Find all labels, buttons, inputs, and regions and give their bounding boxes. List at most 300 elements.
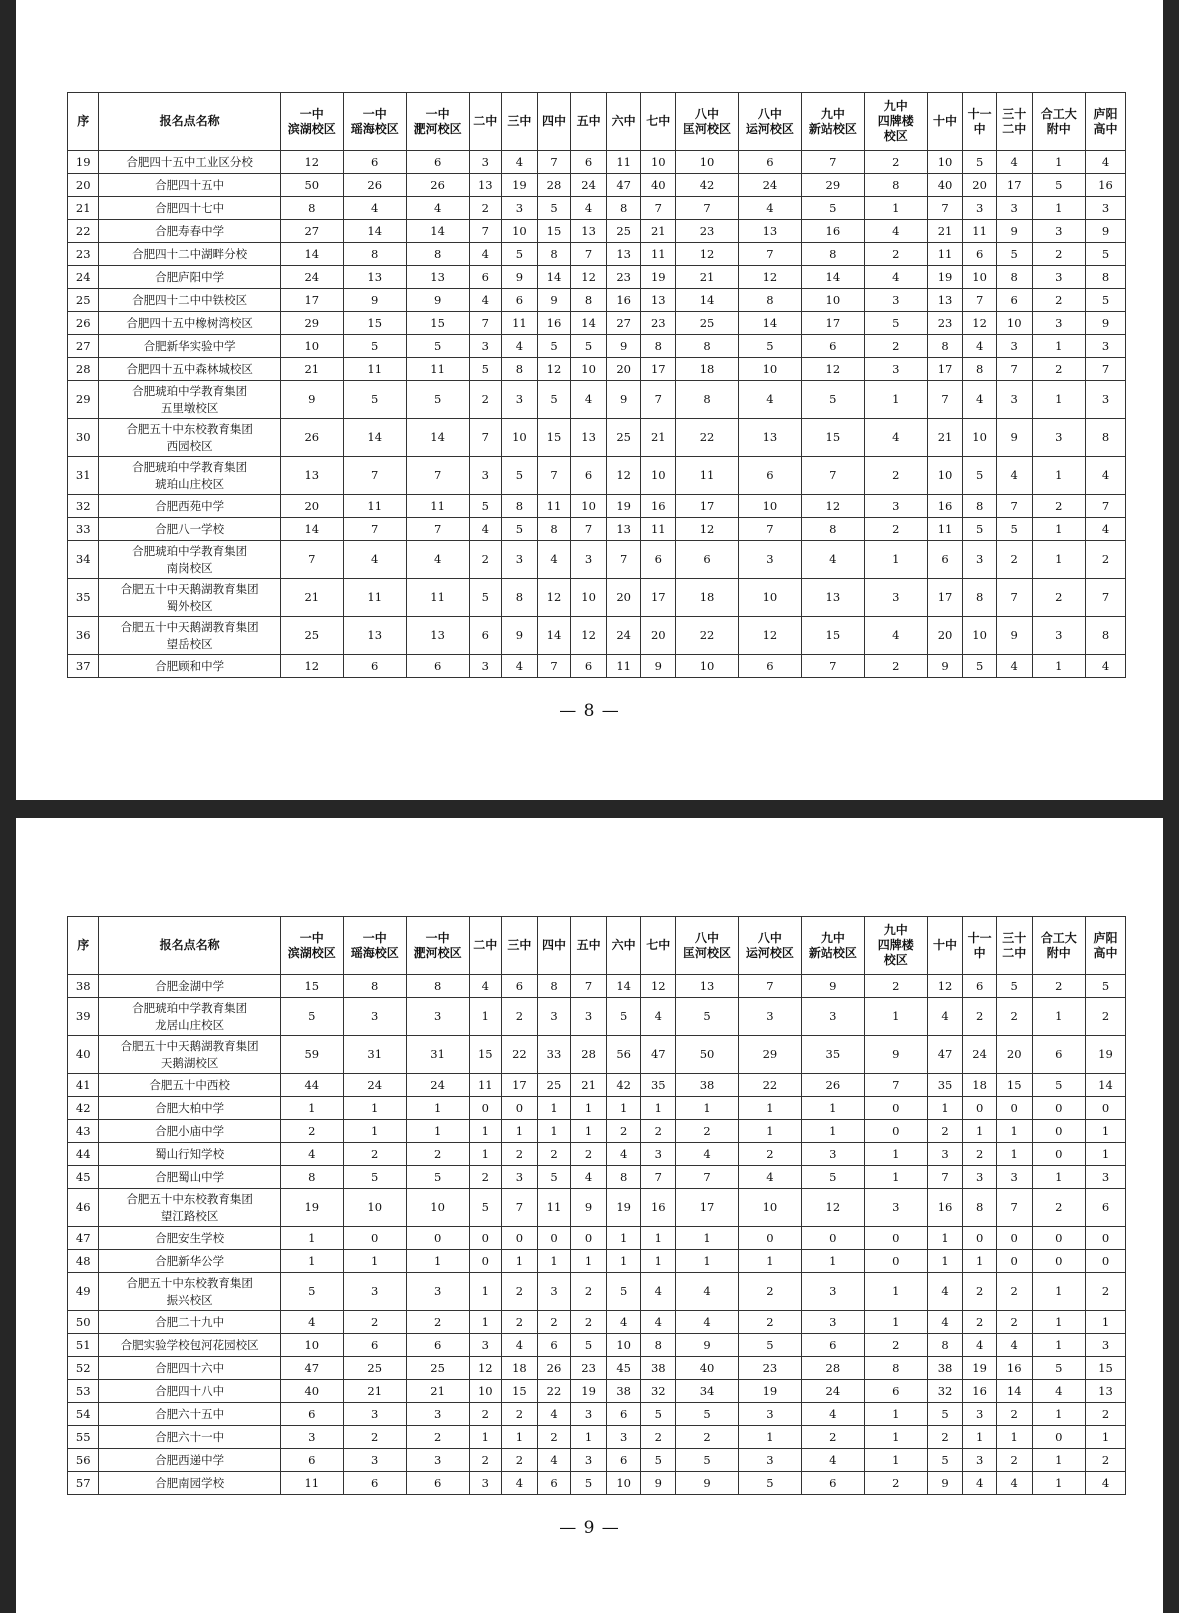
row-index: 36 [68,617,99,655]
quota-cell: 22 [738,1074,801,1097]
row-index: 39 [68,998,99,1036]
quota-cell: 4 [1086,151,1126,174]
quota-cell: 3 [864,358,927,381]
quota-cell: 2 [996,1273,1032,1311]
quota-cell: 4 [1086,655,1126,678]
site-name: 合肥蜀山中学 [99,1166,280,1189]
quota-cell: 5 [406,335,469,358]
quota-cell: 16 [963,1380,997,1403]
quota-cell: 22 [537,1380,571,1403]
quota-cell: 8 [801,518,864,541]
quota-cell: 35 [927,1074,963,1097]
quota-cell: 4 [280,1143,343,1166]
quota-cell: 6 [343,1472,406,1495]
quota-cell: 1 [864,1403,927,1426]
quota-cell: 3 [343,1273,406,1311]
quota-cell: 16 [641,495,676,518]
quota-cell: 14 [738,312,801,335]
quota-cell: 9 [502,617,538,655]
quota-cell: 3 [927,1143,963,1166]
quota-cell: 7 [1086,495,1126,518]
quota-cell: 5 [801,197,864,220]
table-row [68,975,1126,998]
quota-cell: 10 [963,617,997,655]
quota-cell: 11 [537,1189,571,1227]
quota-cell: 10 [571,579,607,617]
quota-cell: 6 [801,1334,864,1357]
quota-cell: 7 [927,381,963,419]
quota-cell: 13 [801,579,864,617]
site-name: 合肥大柏中学 [99,1097,280,1120]
quota-cell: 8 [996,266,1032,289]
table-header-row [68,93,1126,151]
row-index: 48 [68,1250,99,1273]
quota-cell: 7 [801,457,864,495]
quota-cell: 3 [1086,335,1126,358]
quota-cell: 7 [996,358,1032,381]
table-row [68,495,1126,518]
table-row [68,335,1126,358]
quota-cell: 12 [676,243,739,266]
quota-cell: 2 [864,243,927,266]
quota-cell: 4 [864,266,927,289]
quota-cell: 4 [864,617,927,655]
quota-cell: 7 [963,289,997,312]
table-row [68,617,1126,655]
quota-cell: 11 [963,220,997,243]
quota-cell: 2 [469,1403,502,1426]
site-name: 合肥琥珀中学教育集团 南岗校区 [99,541,280,579]
quota-cell: 15 [502,1380,538,1403]
quota-cell: 1 [864,1449,927,1472]
quota-cell: 2 [1086,998,1126,1036]
quota-cell: 1 [343,1120,406,1143]
row-index: 35 [68,579,99,617]
quota-cell: 47 [280,1357,343,1380]
quota-cell: 7 [343,457,406,495]
quota-cell: 2 [1032,243,1085,266]
header-school: 一中 瑶海校区 [343,917,406,975]
quota-cell: 3 [738,1449,801,1472]
row-index: 19 [68,151,99,174]
quota-cell: 9 [406,289,469,312]
quota-cell: 4 [606,1143,641,1166]
quota-cell: 6 [280,1449,343,1472]
quota-cell: 1 [1032,1403,1085,1426]
quota-cell: 40 [280,1380,343,1403]
site-name: 合肥琥珀中学教育集团 五里墩校区 [99,381,280,419]
quota-cell: 10 [641,151,676,174]
quota-cell: 3 [502,1166,538,1189]
quota-cell: 0 [537,1227,571,1250]
quota-cell: 31 [406,1036,469,1074]
quota-cell: 0 [1032,1426,1085,1449]
quota-cell: 21 [406,1380,469,1403]
quota-cell: 3 [738,541,801,579]
quota-cell: 15 [537,419,571,457]
quota-cell: 3 [1086,1334,1126,1357]
quota-cell: 5 [502,457,538,495]
quota-cell: 1 [343,1097,406,1120]
header-school: 一中 淝河校区 [406,917,469,975]
quota-cell: 15 [996,1074,1032,1097]
quota-cell: 2 [963,998,997,1036]
quota-cell: 3 [801,1143,864,1166]
quota-cell: 9 [641,655,676,678]
quota-cell: 26 [343,174,406,197]
header-school: 六中 [606,917,641,975]
quota-cell: 2 [343,1311,406,1334]
quota-cell: 14 [1086,1074,1126,1097]
table-row [68,1273,1126,1311]
quota-cell: 3 [469,151,502,174]
quota-cell: 1 [1086,1120,1126,1143]
quota-cell: 9 [641,1472,676,1495]
quota-cell: 1 [1032,518,1085,541]
quota-cell: 22 [676,419,739,457]
quota-cell: 10 [280,1334,343,1357]
quota-cell: 26 [406,174,469,197]
table-row [68,541,1126,579]
quota-cell: 1 [1032,655,1085,678]
quota-cell: 1 [1086,1143,1126,1166]
quota-cell: 7 [641,1166,676,1189]
quota-cell: 9 [927,655,963,678]
table-row [68,381,1126,419]
quota-cell: 4 [280,1311,343,1334]
quota-cell: 9 [996,617,1032,655]
quota-cell: 21 [641,220,676,243]
row-index: 55 [68,1426,99,1449]
quota-cell: 47 [927,1036,963,1074]
site-name: 合肥四十五中橡树湾校区 [99,312,280,335]
quota-cell: 4 [469,289,502,312]
quota-cell: 6 [469,617,502,655]
quota-cell: 23 [606,266,641,289]
quota-cell: 4 [676,1273,739,1311]
quota-cell: 8 [280,1166,343,1189]
quota-cell: 13 [927,289,963,312]
quota-cell: 23 [927,312,963,335]
quota-cell: 1 [801,1097,864,1120]
header-school: 一中 瑶海校区 [343,93,406,151]
header-school: 八中 运河校区 [738,917,801,975]
quota-cell: 11 [641,518,676,541]
quota-cell: 42 [676,174,739,197]
quota-cell: 7 [927,1166,963,1189]
table-row [68,1143,1126,1166]
header-school: 七中 [641,917,676,975]
quota-cell: 7 [738,975,801,998]
quota-cell: 3 [641,1143,676,1166]
table-row [68,266,1126,289]
quota-cell: 2 [641,1426,676,1449]
quota-cell: 5 [963,151,997,174]
site-name: 合肥六十五中 [99,1403,280,1426]
quota-cell: 7 [406,457,469,495]
quota-cell: 4 [469,518,502,541]
row-index: 45 [68,1166,99,1189]
header-school: 二中 [469,93,502,151]
quota-cell: 17 [927,579,963,617]
quota-cell: 19 [502,174,538,197]
quota-cell: 23 [738,1357,801,1380]
quota-cell: 35 [641,1074,676,1097]
quota-cell: 16 [927,495,963,518]
quota-cell: 25 [280,617,343,655]
quota-cell: 47 [606,174,641,197]
quota-cell: 12 [571,266,607,289]
table-row [68,1311,1126,1334]
site-name: 合肥四十二中湖畔分校 [99,243,280,266]
quota-cell: 1 [738,1250,801,1273]
quota-cell: 9 [1086,312,1126,335]
quota-cell: 4 [676,1143,739,1166]
quota-cell: 10 [502,419,538,457]
quota-cell: 0 [864,1120,927,1143]
quota-cell: 21 [571,1074,607,1097]
quota-cell: 1 [502,1426,538,1449]
quota-cell: 1 [864,381,927,419]
quota-cell: 6 [641,541,676,579]
site-name: 合肥五十中东校教育集团 西园校区 [99,419,280,457]
quota-cell: 4 [927,998,963,1036]
quota-cell: 2 [738,1311,801,1334]
quota-cell: 2 [280,1120,343,1143]
table-row [68,1166,1126,1189]
quota-cell: 1 [864,1143,927,1166]
quota-cell: 8 [406,243,469,266]
quota-cell: 13 [606,518,641,541]
quota-cell: 2 [469,541,502,579]
quota-cell: 13 [571,220,607,243]
quota-cell: 1 [641,1227,676,1250]
quota-cell: 13 [406,266,469,289]
quota-cell: 23 [641,312,676,335]
quota-cell: 19 [1086,1036,1126,1074]
quota-cell: 56 [606,1036,641,1074]
quota-cell: 5 [469,579,502,617]
row-index: 23 [68,243,99,266]
quota-cell: 6 [1086,1189,1126,1227]
quota-cell: 9 [606,335,641,358]
quota-cell: 1 [1032,1334,1085,1357]
quota-cell: 1 [864,998,927,1036]
quota-cell: 10 [738,579,801,617]
quota-cell: 8 [537,975,571,998]
quota-cell: 21 [676,266,739,289]
quota-cell: 5 [537,335,571,358]
header-school: 一中 滨湖校区 [280,917,343,975]
quota-cell: 13 [641,289,676,312]
quota-cell: 6 [571,457,607,495]
quota-cell: 31 [343,1036,406,1074]
quota-cell: 0 [469,1097,502,1120]
quota-cell: 12 [927,975,963,998]
quota-cell: 0 [996,1227,1032,1250]
quota-cell: 2 [927,1120,963,1143]
quota-cell: 5 [469,358,502,381]
quota-cell: 4 [963,1472,997,1495]
quota-cell: 4 [343,197,406,220]
header-school: 四中 [537,917,571,975]
quota-cell: 4 [343,541,406,579]
quota-cell: 1 [537,1120,571,1143]
site-name: 合肥寿春中学 [99,220,280,243]
site-name: 合肥新华公学 [99,1250,280,1273]
quota-cell: 13 [738,220,801,243]
header-school: 十一 中 [963,93,997,151]
quota-cell: 8 [1086,266,1126,289]
quota-cell: 6 [571,151,607,174]
quota-cell: 4 [1086,1472,1126,1495]
quota-cell: 15 [801,617,864,655]
site-name: 合肥顾和中学 [99,655,280,678]
quota-cell: 3 [1032,617,1085,655]
quota-cell: 5 [469,1189,502,1227]
quota-cell: 2 [1086,1403,1126,1426]
quota-cell: 12 [738,617,801,655]
quota-cell: 3 [864,579,927,617]
quota-cell: 7 [738,518,801,541]
quota-cell: 0 [343,1227,406,1250]
quota-cell: 2 [996,1311,1032,1334]
quota-cell: 26 [801,1074,864,1097]
quota-cell: 3 [571,998,607,1036]
quota-cell: 25 [537,1074,571,1097]
quota-cell: 10 [606,1334,641,1357]
site-name: 合肥四十五中 [99,174,280,197]
quota-cell: 3 [469,1472,502,1495]
quota-cell: 0 [996,1097,1032,1120]
quota-cell: 13 [738,419,801,457]
quota-cell: 8 [927,1334,963,1357]
quota-cell: 4 [1086,457,1126,495]
header-school: 一中 滨湖校区 [280,93,343,151]
quota-cell: 4 [1086,518,1126,541]
quota-cell: 6 [406,655,469,678]
quota-cell: 0 [1086,1097,1126,1120]
quota-cell: 12 [537,579,571,617]
quota-cell: 11 [676,457,739,495]
quota-cell: 15 [343,312,406,335]
quota-cell: 10 [676,655,739,678]
quota-cell: 2 [996,1449,1032,1472]
quota-cell: 4 [738,1166,801,1189]
quota-cell: 8 [571,289,607,312]
row-index: 27 [68,335,99,358]
document-page-8 [16,0,1163,800]
quota-cell: 2 [738,1273,801,1311]
quota-cell: 3 [406,1449,469,1472]
quota-cell: 17 [676,495,739,518]
quota-cell: 24 [280,266,343,289]
row-index: 47 [68,1227,99,1250]
quota-cell: 9 [606,381,641,419]
quota-cell: 12 [801,1189,864,1227]
quota-cell: 1 [641,1097,676,1120]
quota-cell: 4 [606,1311,641,1334]
quota-cell: 3 [1086,381,1126,419]
table-row [68,1250,1126,1273]
quota-cell: 2 [606,1120,641,1143]
quota-cell: 21 [641,419,676,457]
quota-cell: 50 [676,1036,739,1074]
quota-cell: 29 [738,1036,801,1074]
quota-cell: 35 [801,1036,864,1074]
header-school: 十中 [927,917,963,975]
quota-cell: 1 [606,1227,641,1250]
quota-cell: 3 [996,1166,1032,1189]
quota-cell: 24 [801,1380,864,1403]
quota-cell: 5 [606,998,641,1036]
quota-cell: 18 [502,1357,538,1380]
quota-cell: 4 [963,381,997,419]
site-name: 合肥四十五中工业区分校 [99,151,280,174]
quota-cell: 15 [469,1036,502,1074]
site-name: 合肥五十中天鹅湖教育集团 天鹅湖校区 [99,1036,280,1074]
quota-cell: 9 [927,1472,963,1495]
quota-cell: 5 [406,1166,469,1189]
quota-cell: 6 [406,1472,469,1495]
quota-cell: 59 [280,1036,343,1074]
quota-cell: 14 [571,312,607,335]
quota-cell: 8 [343,975,406,998]
quota-cell: 11 [343,358,406,381]
site-name: 合肥小庙中学 [99,1120,280,1143]
quota-cell: 25 [343,1357,406,1380]
quota-cell: 21 [927,220,963,243]
header-school: 九中 新站校区 [801,917,864,975]
quota-cell: 7 [676,1166,739,1189]
quota-cell: 5 [502,243,538,266]
quota-cell: 5 [280,998,343,1036]
quota-cell: 4 [571,381,607,419]
row-index: 52 [68,1357,99,1380]
page-number: — 8 — [559,701,620,721]
quota-cell: 2 [676,1426,739,1449]
table-row [68,579,1126,617]
header-school: 三中 [502,917,538,975]
quota-cell: 3 [1032,220,1085,243]
quota-cell: 6 [676,541,739,579]
quota-cell: 12 [606,457,641,495]
row-index: 21 [68,197,99,220]
quota-cell: 24 [571,174,607,197]
quota-cell: 24 [738,174,801,197]
quota-cell: 19 [641,266,676,289]
quota-cell: 32 [641,1380,676,1403]
quota-cell: 17 [996,174,1032,197]
quota-cell: 12 [963,312,997,335]
quota-cell: 17 [641,579,676,617]
quota-cell: 5 [606,1273,641,1311]
quota-cell: 10 [343,1189,406,1227]
site-name: 合肥四十二中中铁校区 [99,289,280,312]
quota-cell: 10 [927,457,963,495]
quota-cell: 0 [469,1250,502,1273]
quota-cell: 7 [1086,579,1126,617]
row-index: 25 [68,289,99,312]
quota-cell: 14 [280,518,343,541]
header-school: 八中 匡河校区 [676,93,739,151]
quota-cell: 8 [1086,617,1126,655]
quota-cell: 21 [280,358,343,381]
quota-cell: 4 [676,1311,739,1334]
quota-cell: 0 [864,1250,927,1273]
quota-cell: 14 [343,220,406,243]
quota-cell: 13 [469,174,502,197]
